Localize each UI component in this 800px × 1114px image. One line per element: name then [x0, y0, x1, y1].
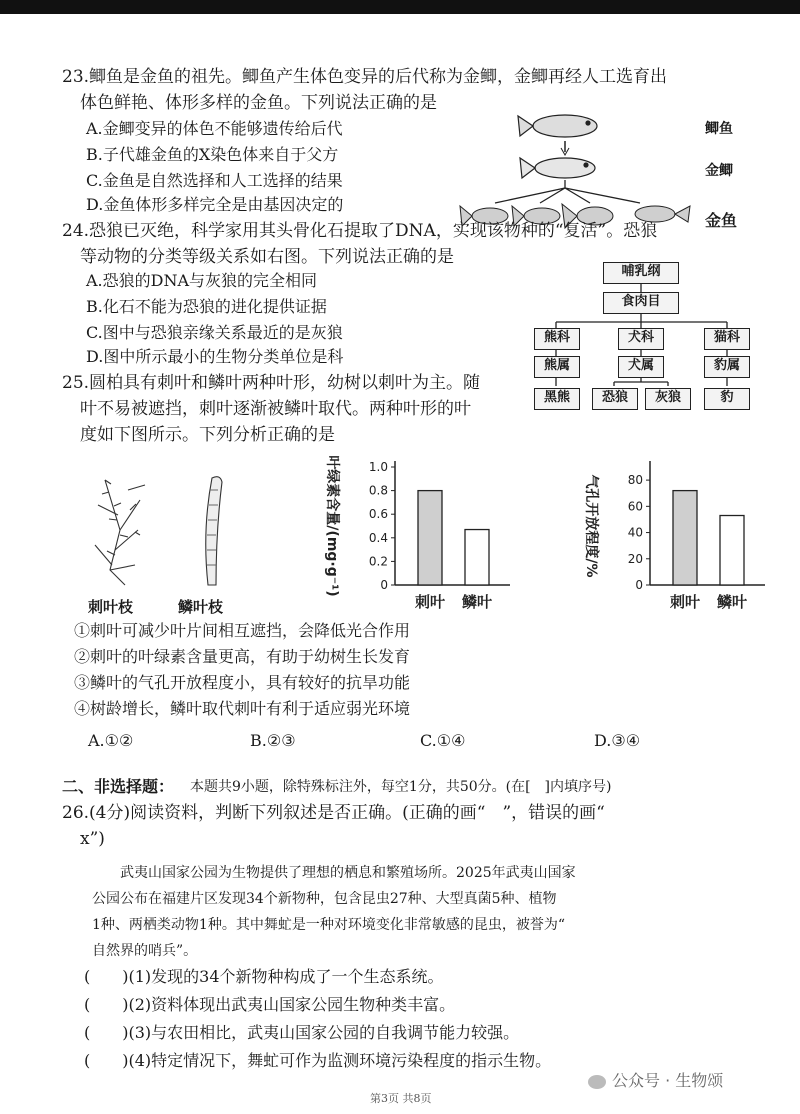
taxon-order: 食肉目 [603, 292, 679, 314]
x-category-label: 刺叶 [414, 593, 446, 611]
q24-option-a: A.恐狼的DNA与灰狼的完全相同 [86, 271, 318, 290]
q23-stem-line1: 23.鲫鱼是金鱼的祖先。鲫鱼产生体色变异的后代称为金鲫，金鲫再经人工选育出 [62, 67, 668, 87]
q24-option-d: D.图中所示最小的生物分类单位是科 [86, 347, 344, 366]
taxon-class: 哺乳纲 [603, 262, 679, 284]
q25-stem-line3: 度如下图所示。下列分析正确的是 [80, 425, 335, 445]
taxon-family-bear: 熊科 [534, 328, 580, 350]
q25-choice-b: B.②③ [250, 731, 296, 750]
q24-stem-line1: 24.恐狼已灭绝，科学家用其头骨化石提取了DNA，实现该物种的“复活”。恐狼 [62, 221, 658, 241]
q24-stem-line2: 等动物的分类等级关系如右图。下列说法正确的是 [80, 247, 454, 267]
bar-scale [720, 516, 744, 585]
q23-option-c: C.金鱼是自然选择和人工选择的结果 [86, 171, 343, 190]
q26-item-4: ( )(4)特定情况下，舞虻可作为监测环境污染程度的指示生物。 [84, 1051, 552, 1070]
y-axis-label: 叶绿素含量/(mg·g⁻¹) [324, 455, 340, 597]
taxon-species-black-bear: 黑熊 [534, 388, 580, 410]
q25-statement-1: ①刺叶可减少叶片间相互遮挡，会降低光合作用 [74, 621, 411, 640]
bar-needle [418, 491, 442, 585]
wechat-icon [588, 1075, 606, 1089]
q26-passage-line2: 公园公布在福建片区发现34个新物种，包含昆虫27种、大型真菌5种、植物 [92, 891, 557, 907]
taxon-genus-bear: 熊属 [534, 356, 580, 378]
y-tick-label: 40 [627, 525, 643, 540]
q23-stem-line2: 体色鲜艳、体形多样的金鱼。下列说法正确的是 [80, 93, 437, 113]
q26-stem-line1: 26.(4分)阅读资料，判断下列叙述是否正确。(正确的画“ ”，错误的画“ [62, 803, 605, 823]
x-category-label: 鳞叶 [716, 593, 748, 611]
crucian-carp-drawing [518, 115, 597, 137]
y-tick-label: 20 [627, 551, 643, 566]
golden-crucian-drawing [520, 158, 595, 178]
taxon-family-cat: 猫科 [704, 328, 750, 350]
taxon-family-dog: 犬科 [618, 328, 664, 350]
chart-chlorophyll [300, 455, 520, 615]
q26-item-2: ( )(2)资料体现出武夷山国家公园生物种类丰富。 [84, 995, 456, 1014]
x-category-label: 鳞叶 [461, 593, 493, 611]
q25-stem-line1: 25.圆柏具有刺叶和鳞叶两种叶形，幼树以刺叶为主。随 [62, 373, 481, 393]
q26-item-1: ( )(1)发现的34个新物种构成了一个生态系统。 [84, 967, 444, 986]
q23-option-a: A.金鲫变异的体色不能够遗传给后代 [86, 119, 343, 138]
q25-statement-4: ④树龄增长，鳞叶取代刺叶有利于适应弱光环境 [74, 699, 411, 718]
q25-choice-a: A.①② [88, 731, 134, 750]
bar-needle [673, 491, 697, 585]
y-tick-label: 0.8 [368, 483, 388, 498]
q25-choice-c: C.①④ [420, 731, 466, 750]
q25-statement-3: ③鳞叶的气孔开放程度小，具有较好的抗旱功能 [74, 673, 411, 692]
taxon-species-leopard: 豹 [704, 388, 750, 410]
y-tick-label: 1.0 [368, 460, 388, 474]
part2-description: 本题共9小题，除特殊标注外，每空1分，共50分。(在[ ]内填序号) [190, 779, 612, 795]
bar-scale [465, 530, 489, 585]
taxon-species-gray-wolf: 灰狼 [645, 388, 691, 410]
y-tick-label: 0 [635, 578, 643, 592]
q26-stem-line2: x”) [80, 829, 105, 849]
label-goldfish: 金鱼 [705, 211, 738, 230]
taxon-species-dire-wolf: 恐狼 [592, 388, 638, 410]
chart-stomata [555, 455, 785, 615]
branch-arrows-icon [495, 180, 640, 203]
q23-option-b: B.子代雄金鱼的X染色体来自于父方 [86, 145, 339, 164]
scale-leaf-branch-drawing [206, 477, 222, 585]
taxon-genus-dog: 犬属 [618, 356, 664, 378]
taxon-genus-leopard: 豹属 [704, 356, 750, 378]
q26-item-3: ( )(3)与农田相比，武夷山国家公园的自我调节能力较强。 [84, 1023, 520, 1042]
q25-stem-line2: 叶不易被遮挡，刺叶逐渐被鳞叶取代。两种叶形的叶 [80, 399, 471, 419]
q26-passage-line4: 自然界的哨兵”。 [92, 943, 198, 959]
y-tick-label: 80 [627, 473, 643, 488]
q24-option-b: B.化石不能为恐狼的进化提供证据 [86, 297, 327, 316]
q23-option-d: D.金鱼体形多样完全是由基因决定的 [86, 195, 344, 214]
page-footer: 第3页 共8页 [370, 1092, 432, 1105]
top-dark-band [0, 0, 800, 14]
q25-statement-2: ②刺叶的叶绿素含量更高，有助于幼树生长发育 [74, 647, 411, 666]
needle-leaf-branch-drawing [95, 480, 145, 585]
label-crucian-carp: 鲫鱼 [705, 121, 733, 137]
watermark: 公众号 · 生物颂 [588, 1068, 723, 1091]
y-tick-label: 0 [380, 578, 388, 592]
x-category-label: 刺叶 [669, 593, 701, 611]
fish-lineage-figure [440, 108, 740, 233]
y-tick-label: 0.2 [368, 554, 388, 569]
label-golden-crucian: 金鲫 [705, 163, 733, 179]
q26-passage-line3: 1种、两栖类动物1种。其中舞虻是一种对环境变化非常敏感的昆虫，被誉为“ [92, 917, 565, 933]
y-tick-label: 0.4 [368, 530, 388, 545]
branch-illustrations [90, 470, 260, 588]
y-tick-label: 60 [627, 499, 643, 514]
part2-heading: 二、非选择题： [62, 777, 175, 796]
label-needle-branch: 刺叶枝 [88, 598, 134, 616]
q26-passage-line1: 武夷山国家公园为生物提供了理想的栖息和繁殖场所。2025年武夷山国家 [92, 865, 576, 881]
label-scale-branch: 鳞叶枝 [178, 598, 224, 616]
q25-choice-d: D.③④ [594, 731, 641, 750]
q24-option-c: C.图中与恐狼亲缘关系最近的是灰狼 [86, 323, 343, 342]
y-axis-label: 气孔开放程度/% [583, 474, 599, 578]
y-tick-label: 0.6 [368, 507, 388, 522]
